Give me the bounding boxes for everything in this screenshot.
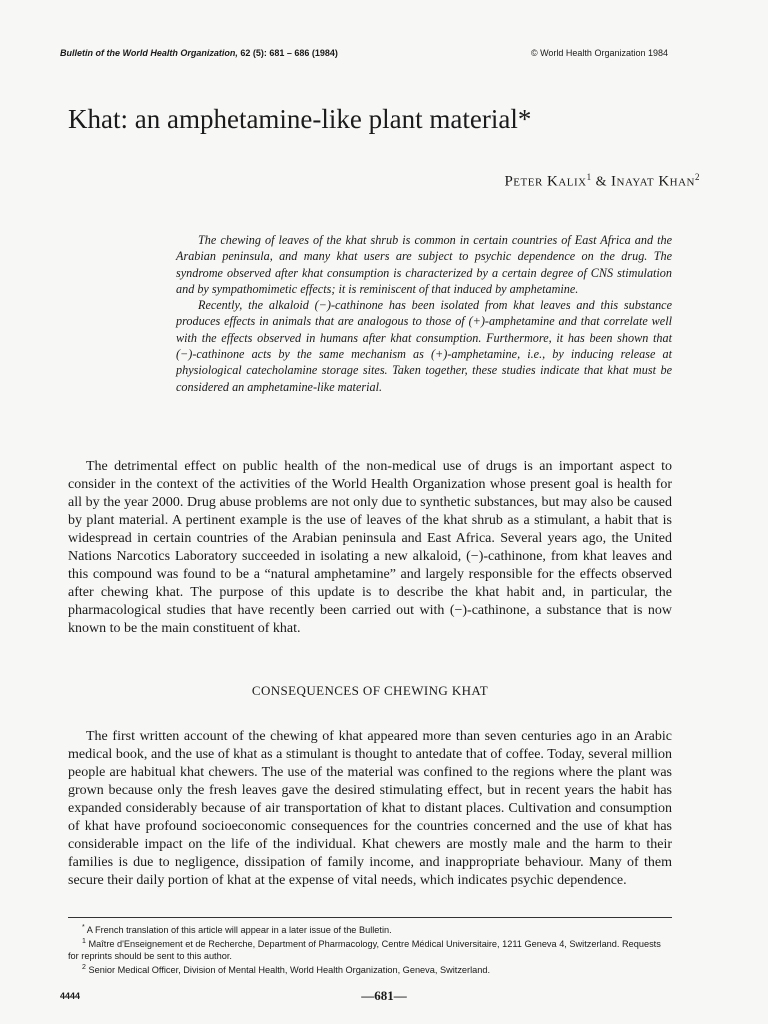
consequences-section [68, 728, 672, 890]
journal-name: Bulletin of the World Health Organization, [60, 48, 238, 58]
intro-section [68, 458, 672, 638]
footnote-2-mark: 2 [82, 964, 86, 972]
page-number: —681— [361, 988, 407, 1003]
running-head [60, 48, 668, 58]
footnote-1-text: Maître d'Enseignement et de Recherche, Department of Pharmacology, Centre Médical Universitaire, 1211 Geneva 4, Switzerland. Requests for reprints should be sent to this author. [68, 939, 661, 961]
footnote-2-text: Senior Medical Officer, Division of Mental Health, World Health Organization, Geneva, Switzerland. [88, 965, 491, 976]
copyright-notice: © World Health Organization 1984 [530, 48, 668, 58]
intro-paragraph: The detrimental effect on public health of the non-medical use of drugs is an important aspect to consider in the context of the activities of the World Health Organization whose present goal is health for all by the year 2000. Drug abuse problems are not only due to synthetic substances, but may also be caused by plant material. A pertinent example is the use of leaves of the khat shrub as a stimulant, a habit that is widespread in certain countries of the Arabian peninsula and East Africa. Several years ago, the United Nations Narcotics Laboratory succeeded in isolating a new alkaloid, (−)-cathinone, from khat leaves and this compound was found to be a “natural amphetamine” and largely responsible for the effects observed after chewing khat. The purpose of this update is to describe the khat habit and, in particular, the pharmacological studies that have recently been carried out with (−)-cathinone, a substance that is now known to be the main constituent of khat. [68, 459, 672, 636]
footnote-1-mark: 1 [82, 938, 86, 946]
journal-citation [60, 48, 338, 58]
author-kalix-affiliation-mark: 1 [586, 172, 592, 182]
author-conjunction: & [595, 174, 608, 190]
print-code: 4444 [60, 991, 81, 1001]
abstract [176, 232, 672, 395]
footnote-divider [68, 917, 672, 918]
abstract-paragraph-2: Recently, the alkaloid (−)-cathinone has been isolated from khat leaves and this substance produces effects in animals that are analogous to those of (+)-amphetamine and that correlate well with the effects observed in humans after khat consumption. Furthermore, it has been shown that (−)-cathinone acts by the same mechanism as (+)-amphetamine, i.e., by inducing release at physiological catecholamine storage sites. Taken together, these studies indicate that khat must be considered an amphetamine-like material. [176, 298, 672, 394]
footnote-2 [68, 962, 672, 976]
author-khan-affiliation-mark: 2 [695, 172, 700, 182]
footnote-star [68, 922, 672, 936]
footnote-1 [68, 936, 672, 962]
author-line [504, 172, 700, 191]
footnote-star-text: A French translation of this article will appear in a later issue of the Bulletin. [86, 925, 392, 936]
footnotes [68, 922, 672, 977]
author-kalix: Peter Kalix [504, 173, 587, 190]
footnote-star-mark: * [82, 924, 85, 931]
consequences-paragraph: The first written account of the chewing of khat appeared more than seven centuries ago in an Arabic medical book, and the use of khat as a stimulant is thought to antedate that of coffee. Today, several million people are habitual khat chewers. The use of the material was confined to the regions where the plant was grown because only the fresh leaves gave the desired stimulating effect, but in recent years the habit has expanded considerably because of air transportation of khat to distant places. Cultivation and consumption of khat have profound socioeconomic consequences for the countries concerned and the use of khat has considerable impact on the life of the individual. Khat chewers are mostly male and the harm to their families is due to negligence, dissipation of family income, and inappropriate behaviour. Many of them secure their daily portion of khat at the expense of vital needs, which indicates psychic dependence. [68, 729, 672, 888]
volume-pages: 62 (5): 681 – 686 (1984) [240, 48, 338, 58]
author-khan: Inayat Khan [611, 173, 695, 190]
article-title: Khat: an amphetamine-like plant material* [68, 104, 532, 134]
abstract-paragraph-1: The chewing of leaves of the khat shrub is common in certain countries of East Africa and the Arabian peninsula, and many khat users are subject to psychic dependence on the drug. The syndrome observed after khat consumption is characterized by a certain degree of CNS stimulation and by sympathomimetic effects; it is reminiscent of that induced by amphetamine. [176, 233, 672, 296]
section-heading: CONSEQUENCES OF CHEWING KHAT [251, 683, 489, 698]
